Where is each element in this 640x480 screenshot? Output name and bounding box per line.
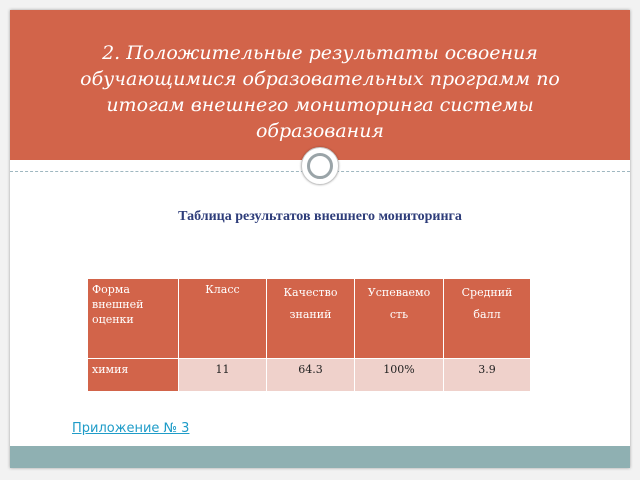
appendix-link[interactable]: Приложение № 3 [72, 421, 190, 436]
header-cell-quality: Качество знаний [267, 279, 355, 359]
cell-quality: 64.3 [267, 359, 355, 392]
header-cell-class: Класс [179, 279, 267, 359]
header-cell-average: Средний балл [444, 279, 531, 359]
table-header-row [88, 279, 531, 359]
cell-subject: химия [88, 359, 179, 392]
cell-average: 3.9 [444, 359, 531, 392]
header-cell-form: Форма внешней оценки [88, 279, 179, 359]
title-banner [10, 10, 630, 160]
cell-progress: 100% [355, 359, 444, 392]
table-row [88, 359, 531, 392]
slide [10, 10, 630, 468]
results-table [87, 278, 531, 392]
footer-bar [10, 446, 630, 468]
ring-ornament-icon [301, 147, 339, 185]
slide-title: 2. Положительные результаты освоения обучающимися образовательных программ по итогам внешнего мониторинга системы образования [80, 42, 560, 142]
ring-inner-icon [307, 153, 333, 179]
header-cell-progress: Успеваемо сть [355, 279, 444, 359]
cell-grade: 11 [179, 359, 267, 392]
table-caption: Таблица результатов внешнего мониторинга [178, 209, 462, 224]
